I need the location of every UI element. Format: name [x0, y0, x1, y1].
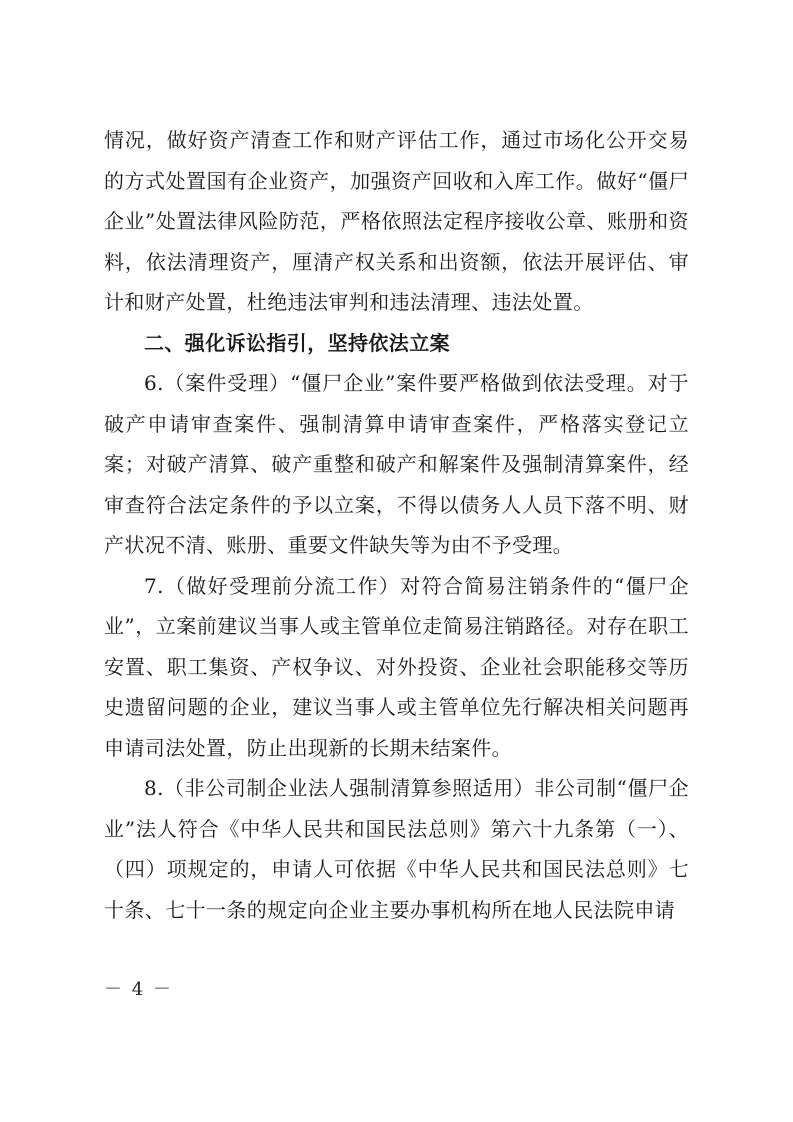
document-body [104, 120, 689, 930]
paragraph-item-8: 8.（非公司制企业法人强制清算参照适用）非公司制“僵尸企业”法人符合《中华人民共和国民法总则》第六十九条第（一）、（四）项规定的，申请人可依据《中华人民共和国民法总则》七十条、七十一条的规定向企业主要办事机构所在地人民法院申请 [104, 776, 689, 922]
section-heading: 二、强化诉讼指引，坚持依法立案 [144, 330, 450, 355]
paragraph-item-6: 6.（案件受理）“僵尸企业”案件要严格做到依法受理。对于破产申请审查案件、强制清算申请审查案件，严格落实登记立案；对破产清算、破产重整和破产和解案件及强制清算案件，经审查符合法定条件的予以立案，不得以债务人人员下落不明、财产状况不清、账册、重要文件缺失等为由不予受理。 [104, 371, 689, 557]
paragraph-continuation: 情况，做好资产清查工作和财产评估工作，通过市场化公开交易的方式处置国有企业资产，加强资产回收和入库工作。做好“僵尸企业”处置法律风险防范，严格依照法定程序接收公章、账册和资料，依法清理资产，厘清产权关系和出资额，依法开展评估、审计和财产处置，杜绝违法审判和违法清理、违法处置。 [104, 128, 689, 314]
paragraph-item-7: 7.（做好受理前分流工作）对符合简易注销条件的“僵尸企业”，立案前建议当事人或主管单位走简易注销路径。对存在职工安置、职工集资、产权争议、对外投资、企业社会职能移交等历史遗留问题的企业，建议当事人或主管单位先行解决相关问题再申请司法处置，防止出现新的长期未结案件。 [104, 573, 689, 760]
page-number: － 4 － [104, 979, 173, 1000]
